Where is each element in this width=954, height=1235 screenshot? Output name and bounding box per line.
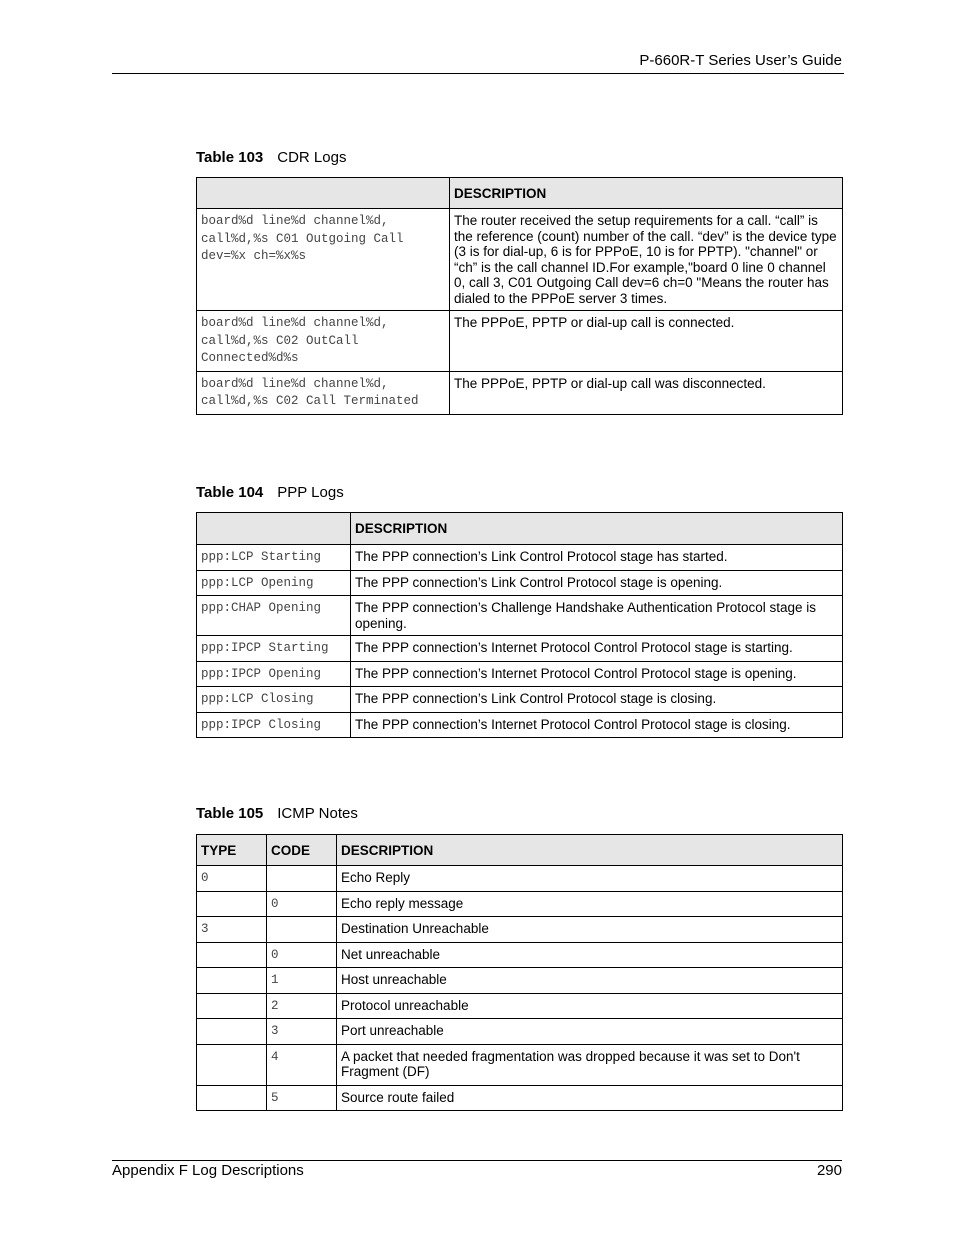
table-row (197, 891, 843, 917)
description-cell: Echo Reply (337, 866, 843, 892)
description-cell: Destination Unreachable (337, 917, 843, 943)
description-cell: Source route failed (337, 1085, 843, 1111)
log-column-header (197, 513, 351, 545)
log-message-cell: board%d line%d channel%d, call%d,%s C02 Call Terminated (197, 371, 450, 414)
log-message-cell: ppp:LCP Opening (197, 570, 351, 596)
page-number: 290 (816, 1162, 842, 1179)
code-cell: 4 (267, 1044, 337, 1085)
type-cell (197, 993, 267, 1019)
code-cell: 3 (267, 1019, 337, 1045)
description-cell: The PPP connection’s Link Control Protocol stage is closing. (351, 687, 843, 713)
description-cell: Host unreachable (337, 968, 843, 994)
log-column-header (197, 178, 450, 209)
table-row (197, 545, 843, 571)
table-row (197, 596, 843, 636)
table-103-title: CDR Logs (277, 149, 347, 166)
table-row (197, 942, 843, 968)
type-column-header: TYPE (197, 835, 267, 866)
table-header-row (197, 178, 843, 209)
footer-divider (112, 1160, 842, 1161)
table-row (197, 209, 843, 311)
type-cell (197, 968, 267, 994)
icmp-notes-table (196, 834, 843, 1111)
table-header-row (197, 513, 843, 545)
type-cell (197, 1019, 267, 1045)
description-cell: The PPP connection’s Link Control Protocol stage has started. (351, 545, 843, 571)
log-message-cell: ppp:IPCP Closing (197, 712, 351, 738)
code-cell (267, 917, 337, 943)
table-row (197, 570, 843, 596)
description-cell: Net unreachable (337, 942, 843, 968)
code-cell: 1 (267, 968, 337, 994)
table-105-number: Table 105 (196, 805, 264, 822)
description-cell: The PPP connection’s Link Control Protocol stage is opening. (351, 570, 843, 596)
code-cell: 5 (267, 1085, 337, 1111)
log-message-cell: ppp:IPCP Opening (197, 661, 351, 687)
description-cell: The PPP connection’s Challenge Handshake Authentication Protocol stage is opening. (351, 596, 843, 636)
description-cell: The PPP connection’s Internet Protocol Control Protocol stage is closing. (351, 712, 843, 738)
table-row (197, 661, 843, 687)
description-column-header: DESCRIPTION (351, 513, 843, 545)
description-cell: Port unreachable (337, 1019, 843, 1045)
code-cell: 0 (267, 942, 337, 968)
description-cell: The PPP connection’s Internet Protocol Control Protocol stage is opening. (351, 661, 843, 687)
table-row (197, 1044, 843, 1085)
header-divider (112, 73, 844, 74)
table-105-title: ICMP Notes (277, 805, 358, 822)
description-column-header: DESCRIPTION (337, 835, 843, 866)
table-103-number: Table 103 (196, 149, 264, 166)
table-104-number: Table 104 (196, 484, 264, 501)
code-cell: 2 (267, 993, 337, 1019)
table-row (197, 1019, 843, 1045)
description-cell: A packet that needed fragmentation was dropped because it was set to Don't Fragment (DF) (337, 1044, 843, 1085)
type-cell: 3 (197, 917, 267, 943)
ppp-logs-table (196, 512, 843, 738)
table-104-caption (196, 484, 344, 501)
table-row (197, 968, 843, 994)
description-cell: The PPP connection’s Internet Protocol Control Protocol stage is starting. (351, 636, 843, 662)
table-row (197, 866, 843, 892)
log-message-cell: board%d line%d channel%d, call%d,%s C01 Outgoing Call dev=%x ch=%x%s (197, 209, 450, 311)
type-cell: 0 (197, 866, 267, 892)
description-cell: The router received the setup requirements for a call. “call” is the reference (count) number of the call. “dev” is the device type (3 is for dial-up, 6 is for PPPoE, 10 is for PPTP). "channel" or “ch” is the call channel ID.For example,"board 0 line 0 channel 0, call 3, C01 Outgoing Call dev=6 ch=0 "Means the router has dialed to the PPPoE server 3 times. (450, 209, 843, 311)
table-header-row (197, 835, 843, 866)
table-105-caption (196, 805, 358, 822)
table-row (197, 712, 843, 738)
table-row (197, 993, 843, 1019)
log-message-cell: board%d line%d channel%d, call%d,%s C02 OutCall Connected%d%s (197, 311, 450, 372)
log-message-cell: ppp:CHAP Opening (197, 596, 351, 636)
type-cell (197, 942, 267, 968)
table-row (197, 371, 843, 414)
footer-section-title: Appendix F Log Descriptions (112, 1162, 304, 1179)
code-cell (267, 866, 337, 892)
table-row (197, 917, 843, 943)
code-cell: 0 (267, 891, 337, 917)
table-row (197, 687, 843, 713)
type-cell (197, 891, 267, 917)
description-cell: The PPPoE, PPTP or dial-up call was disconnected. (450, 371, 843, 414)
page-header-title: P-660R-T Series User’s Guide (639, 52, 842, 69)
type-cell (197, 1044, 267, 1085)
description-cell: The PPPoE, PPTP or dial-up call is connected. (450, 311, 843, 372)
table-104-title: PPP Logs (277, 484, 344, 501)
table-row (197, 1085, 843, 1111)
table-row (197, 311, 843, 372)
cdr-logs-table (196, 177, 843, 415)
description-cell: Protocol unreachable (337, 993, 843, 1019)
code-column-header: CODE (267, 835, 337, 866)
log-message-cell: ppp:IPCP Starting (197, 636, 351, 662)
description-column-header: DESCRIPTION (450, 178, 843, 209)
table-103-caption (196, 149, 346, 166)
log-message-cell: ppp:LCP Closing (197, 687, 351, 713)
table-row (197, 636, 843, 662)
description-cell: Echo reply message (337, 891, 843, 917)
log-message-cell: ppp:LCP Starting (197, 545, 351, 571)
type-cell (197, 1085, 267, 1111)
